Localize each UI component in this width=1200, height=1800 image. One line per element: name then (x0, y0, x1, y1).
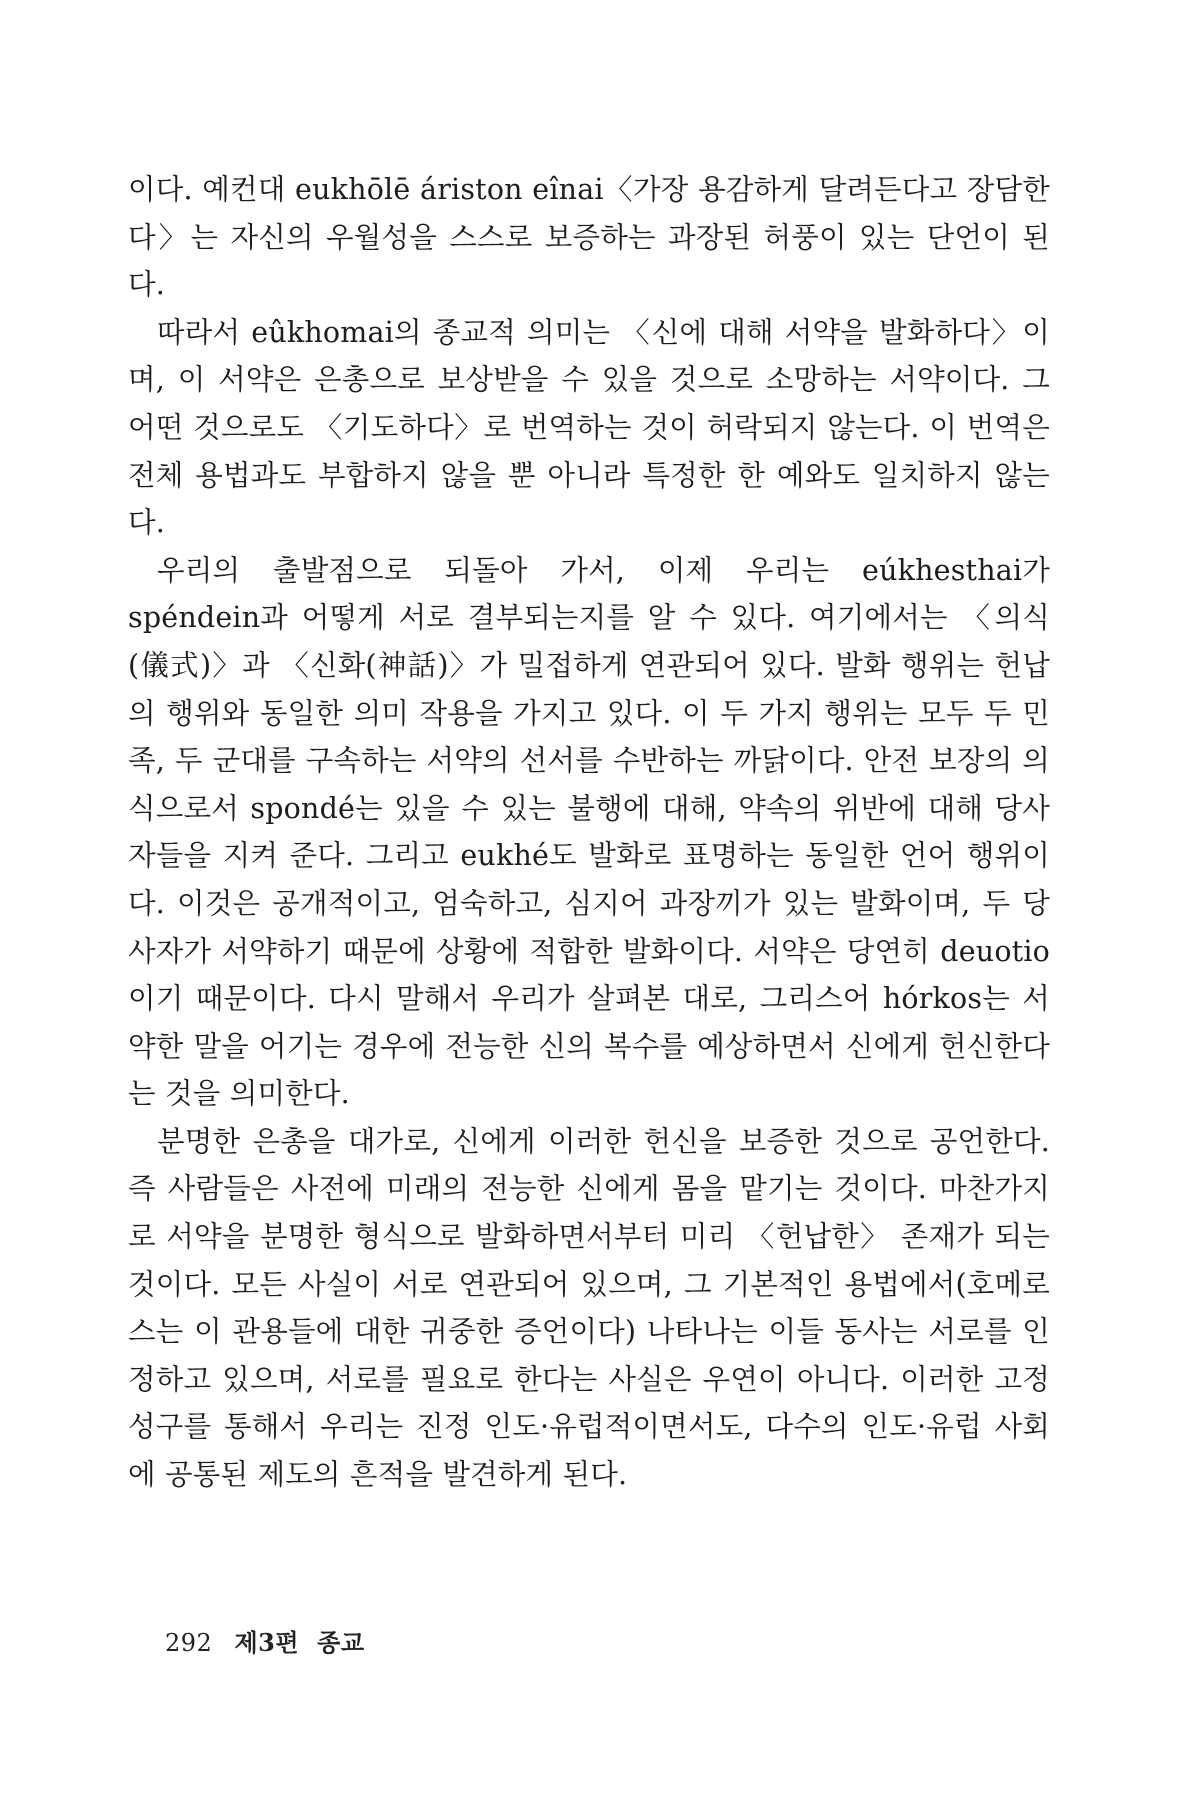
part-label: 제3편 (234, 1628, 300, 1657)
page-body (128, 166, 1050, 1499)
paragraph-eukhomai-meaning: 따라서 eûkhomai의 종교적 의미는 〈신에 대해 서약을 발화하다〉이며, 이 서약은 은총으로 보상받을 수 있을 것으로 소망하는 서약이다. 그 어떤 것으로도 〈기도하다〉로 번역하는 것이 허락되지 않는다. 이 번역은 전체 용법과도 부합하지 않을 뿐 아니라 특정한 한 예와도 일치하지 않는다. (128, 315, 1050, 540)
paragraph-conclusion: 분명한 은총을 대가로, 신에게 이러한 헌신을 보증한 것으로 공언한다. 즉 사람들은 사전에 미래의 전능한 신에게 몸을 맡기는 것이다. 마찬가지로 서약을 분명한 형식으로 발화하면서부터 미리 〈헌납한〉 존재가 되는 것이다. 모든 사실이 서로 연관되어 있으며, 그 기본적인 용법에서(호메로스는 이 관용들에 대한 귀중한 증언이다) 나타나는 이들 동사는 서로를 인정하고 있으며, 서로를 필요로 한다는 사실은 우연이 아니다. 이러한 고정 성구를 통해서 우리는 진정 인도·유럽적이면서도, 다수의 인도·유럽 사회에 공통된 제도의 흔적을 발견하게 된다. (128, 1124, 1050, 1492)
section-label: 종교 (317, 1628, 365, 1657)
paragraph-eukhesthai-spendein: 우리의 출발점으로 되돌아 가서, 이제 우리는 eúkhesthai가 spéndein과 어떻게 서로 결부되는지를 알 수 있다. 여기에서는 〈의식(儀式)〉과 〈신화(神話)〉가 밀접하게 연관되어 있다. 발화 행위는 헌납의 행위와 동일한 의미 작용을 가지고 있다. 이 두 가지 행위는 모두 두 민족, 두 군대를 구속하는 서약의 선서를 수반하는 까닭이다. 안전 보장의 의식으로서 spondé는 있을 수 있는 불행에 대해, 약속의 위반에 대해 당사자들을 지켜 준다. 그리고 eukhé도 발화로 표명하는 동일한 언어 행위이다. 이것은 공개적이고, 엄숙하고, 심지어 과장끼가 있는 발화이며, 두 당사자가 서약하기 때문에 상황에 적합한 발화이다. 서약은 당연히 deuotio이기 때문이다. 다시 말해서 우리가 살펴본 대로, 그리스어 hórkos는 서약한 말을 어기는 경우에 전능한 신의 복수를 예상하면서 신에게 헌신한다는 것을 의미한다. (128, 553, 1050, 1111)
page-number: 292 (165, 1629, 213, 1657)
paragraph-continuation: 이다. 예컨대 eukhōlē áriston eînai〈가장 용감하게 달려든다고 장담한다〉는 자신의 우월성을 스스로 보증하는 과장된 허풍이 있는 단언이 된다. (128, 173, 1050, 302)
page-footer (165, 1623, 365, 1658)
